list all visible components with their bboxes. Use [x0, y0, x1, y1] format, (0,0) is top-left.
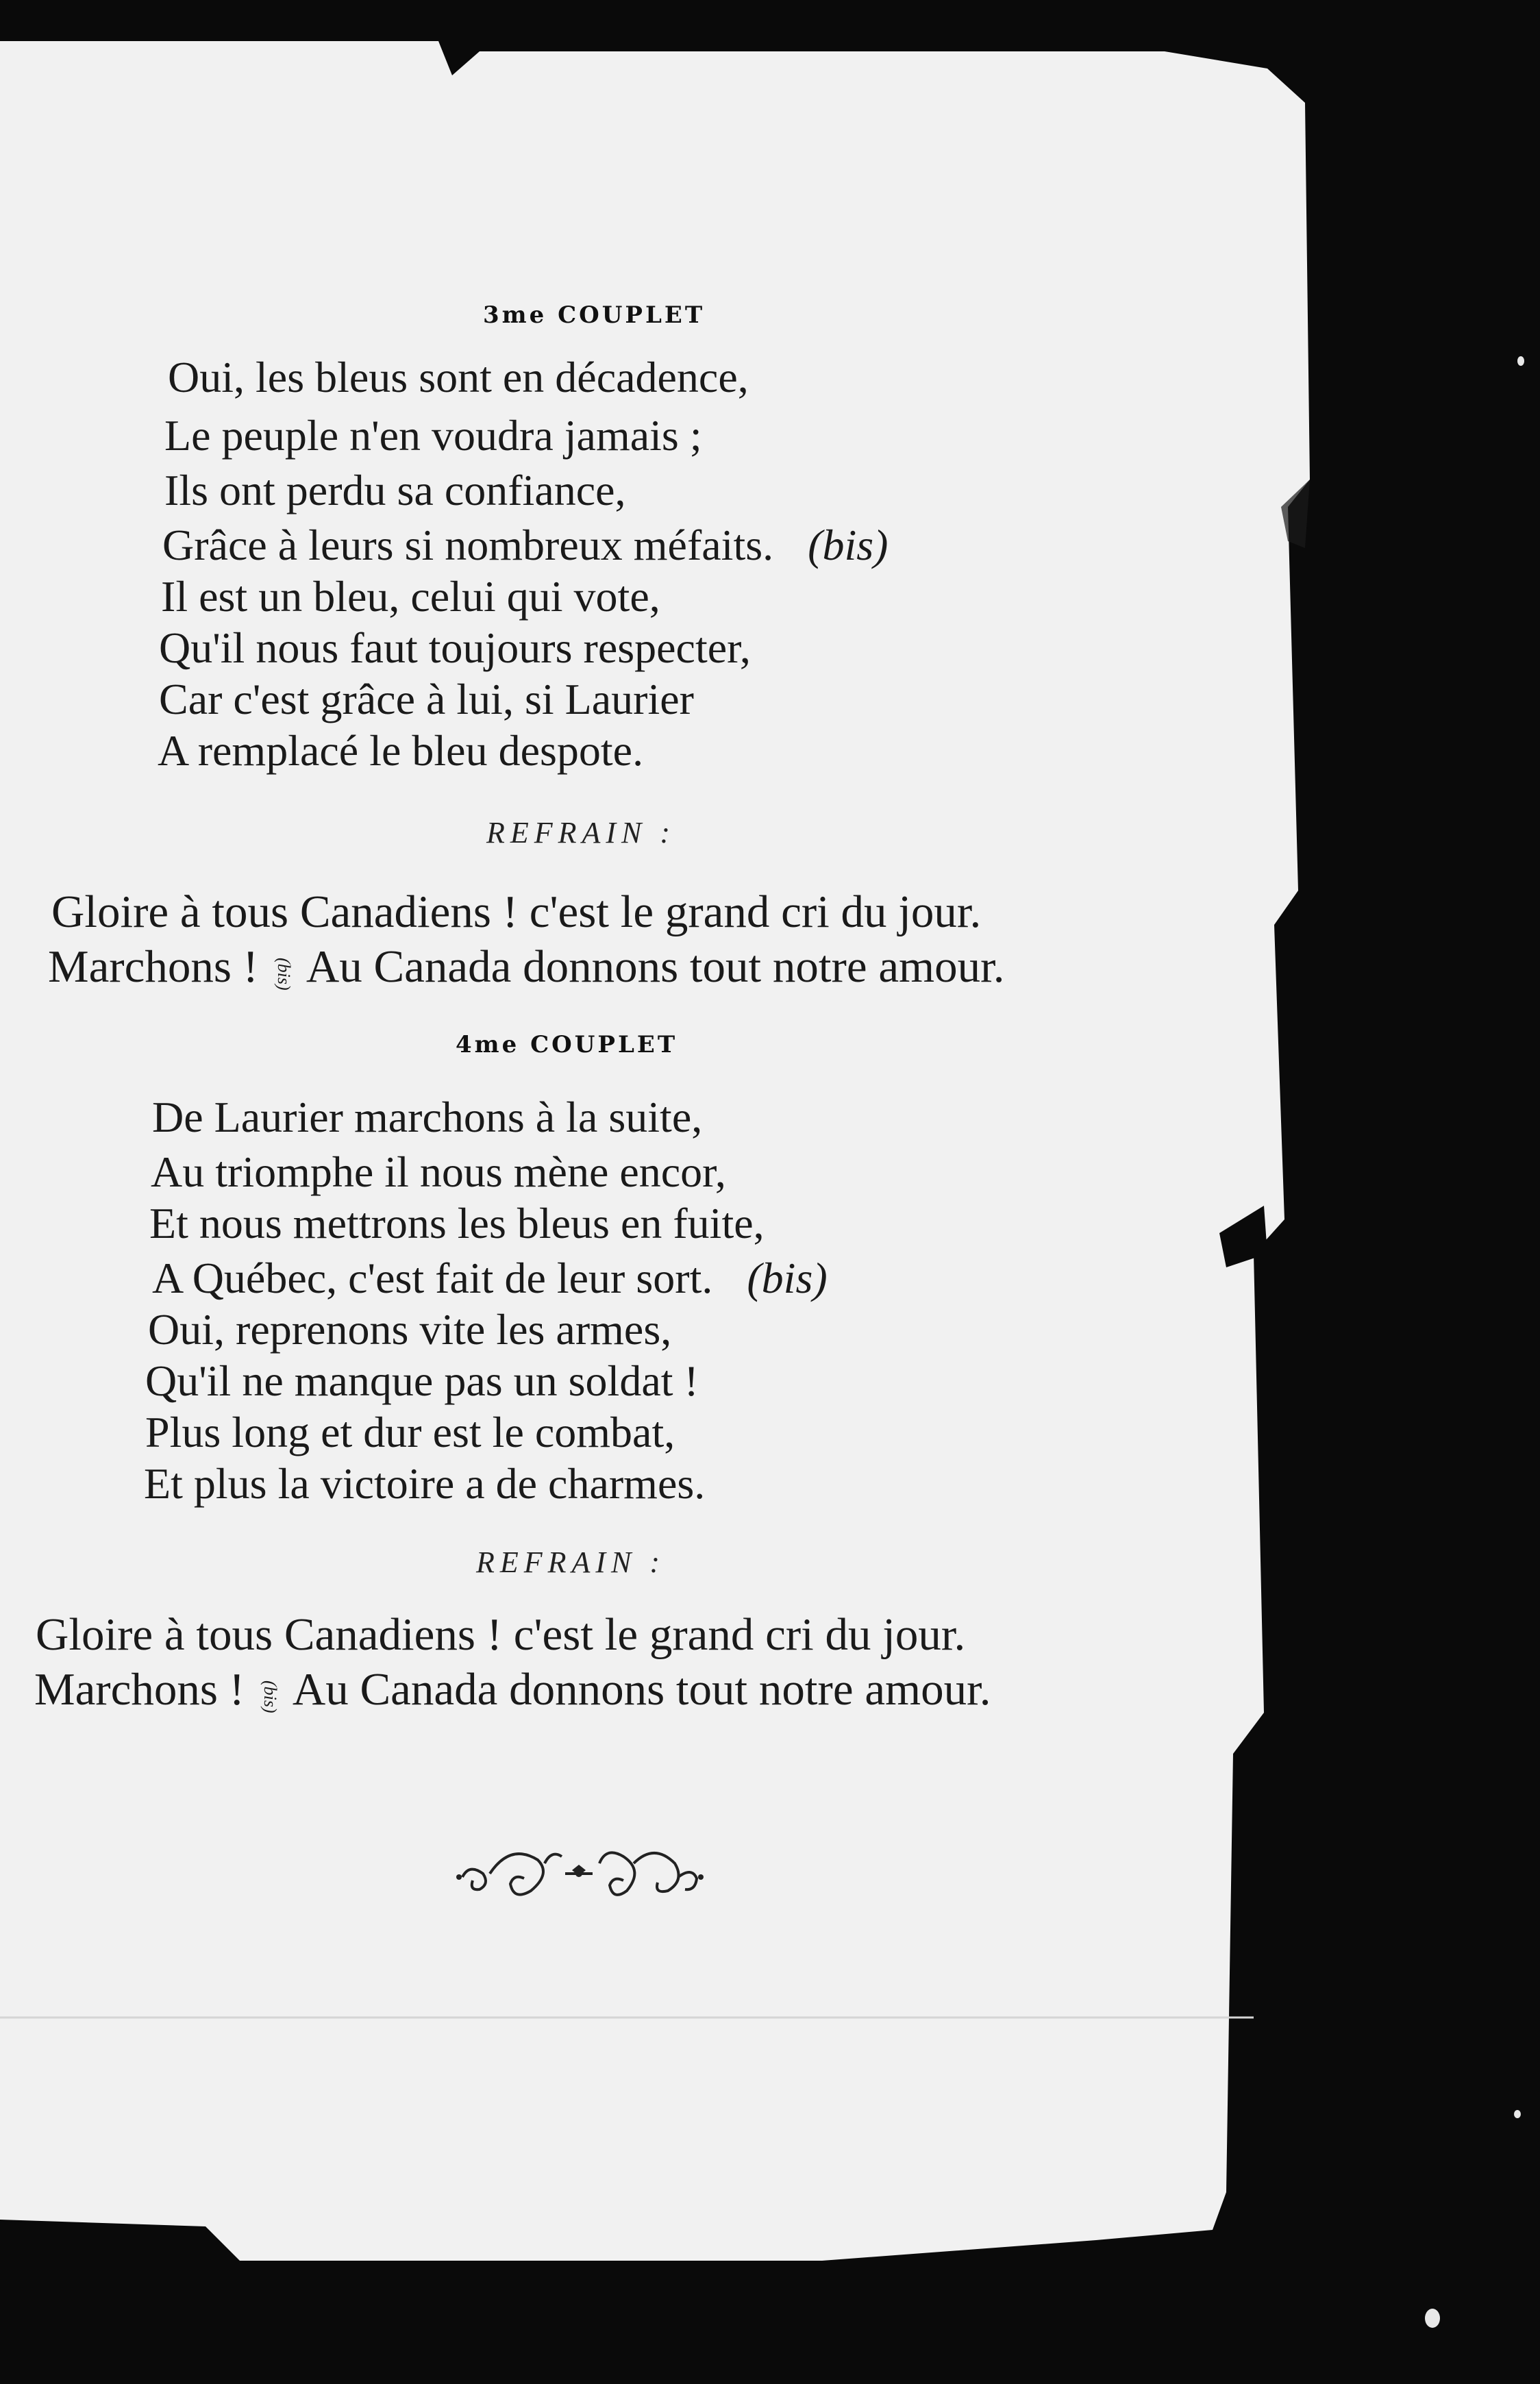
couplet-4-line-5: Oui, reprenons vite les armes, — [148, 1305, 672, 1354]
bis-marker: (bis) — [747, 1254, 828, 1302]
scroll-ornament-icon — [449, 1836, 709, 1911]
couplet-4-line-6: Qu'il ne manque pas un soldat ! — [145, 1356, 699, 1405]
couplet-3-line-1: Oui, les bleus sont en décadence, — [168, 353, 749, 401]
refrain-1-line-2-start: Marchons ! — [48, 941, 258, 992]
couplet-4-line-4-text: A Québec, c'est fait de leur sort. — [152, 1254, 713, 1302]
refrain-2-line-2 — [34, 1665, 991, 1719]
refrain-1-line-2 — [48, 942, 1005, 996]
couplet-3-heading: 3me COUPLET — [483, 301, 706, 329]
refrain-2-line-2-start: Marchons ! — [34, 1664, 245, 1715]
couplet-3-line-3: Ils ont perdu sa confiance, — [164, 466, 626, 514]
couplet-3-line-7: Car c'est grâce à lui, si Laurier — [159, 675, 694, 723]
couplet-4-line-3: Et nous mettrons les bleus en fuite, — [149, 1199, 765, 1247]
couplet-4-line-1: De Laurier marchons à la suite, — [152, 1093, 703, 1141]
couplet-3-line-4-text: Grâce à leurs si nombreux méfaits. — [162, 521, 774, 569]
bis-marker: (bis) — [808, 521, 889, 569]
refrain-1-line-1: Gloire à tous Canadiens ! c'est le grand cri du jour. — [51, 886, 982, 937]
couplet-4-line-4 — [152, 1254, 828, 1303]
speck — [1425, 2309, 1440, 2328]
couplet-3-line-8: A remplacé le bleu despote. — [158, 726, 644, 775]
speck — [1517, 356, 1524, 366]
couplet-4-heading: 4me COUPLET — [456, 1031, 678, 1058]
speck — [1514, 2110, 1521, 2118]
couplet-4-line-2: Au triomphe il nous mène encor, — [151, 1147, 726, 1196]
couplet-3-line-4 — [162, 521, 888, 570]
couplet-4-line-8: Et plus la victoire a de charmes. — [144, 1459, 706, 1508]
refrain-1-label: REFRAIN : — [486, 816, 676, 849]
couplet-4-line-7: Plus long et dur est le combat, — [145, 1408, 675, 1456]
bis-marker: (bis) — [273, 957, 294, 991]
refrain-1-line-2-end: Au Canada donnons tout notre amour. — [306, 941, 1005, 992]
refrain-2-line-2-end: Au Canada donnons tout notre amour. — [292, 1664, 991, 1715]
couplet-3-line-2: Le peuple n'en voudra jamais ; — [164, 411, 702, 460]
refrain-2-label: REFRAIN : — [476, 1545, 666, 1579]
refrain-2-line-1: Gloire à tous Canadiens ! c'est le grand cri du jour. — [36, 1609, 966, 1660]
couplet-3-line-5: Il est un bleu, celui qui vote, — [161, 572, 660, 621]
bis-marker: (bis) — [260, 1680, 280, 1713]
couplet-3-line-6: Qu'il nous faut toujours respecter, — [159, 623, 751, 672]
